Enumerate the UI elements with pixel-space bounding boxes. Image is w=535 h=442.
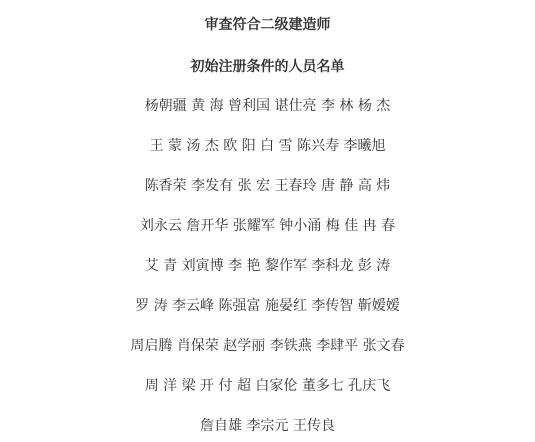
name-row: 罗 涛 李云峰 陈强富 施晏红 李传智 靳嫒嫒 [135, 298, 400, 314]
name-row: 陈香荣 李发有 张 宏 王春玲 唐 静 高 炜 [144, 178, 391, 194]
document-title-line-2: 初始注册条件的人员名单 [190, 59, 345, 75]
name-row: 杨朝疆 黄 海 曾利国 谌仕亮 李 林 杨 杰 [144, 98, 391, 114]
name-row: 周启腾 肖保荣 赵学丽 李铁燕 李肆平 张文春 [130, 338, 405, 354]
name-row: 刘永云 詹开华 张耀军 钟小涌 梅 佳 冉 春 [139, 218, 396, 234]
name-row: 詹自雄 李宗元 王传良 [200, 418, 335, 434]
name-row: 周 洋 梁 开 付 超 白家伦 董多七 孔庆飞 [144, 378, 391, 394]
name-row: 艾 青 刘寅博 李 艳 黎作军 李科龙 彭 涛 [144, 258, 391, 274]
name-row: 王 蒙 汤 杰 欧 阳 白 雪 陈兴寿 李曦旭 [149, 138, 386, 154]
document-title-line-1: 审查符合二级建造师 [204, 17, 331, 33]
